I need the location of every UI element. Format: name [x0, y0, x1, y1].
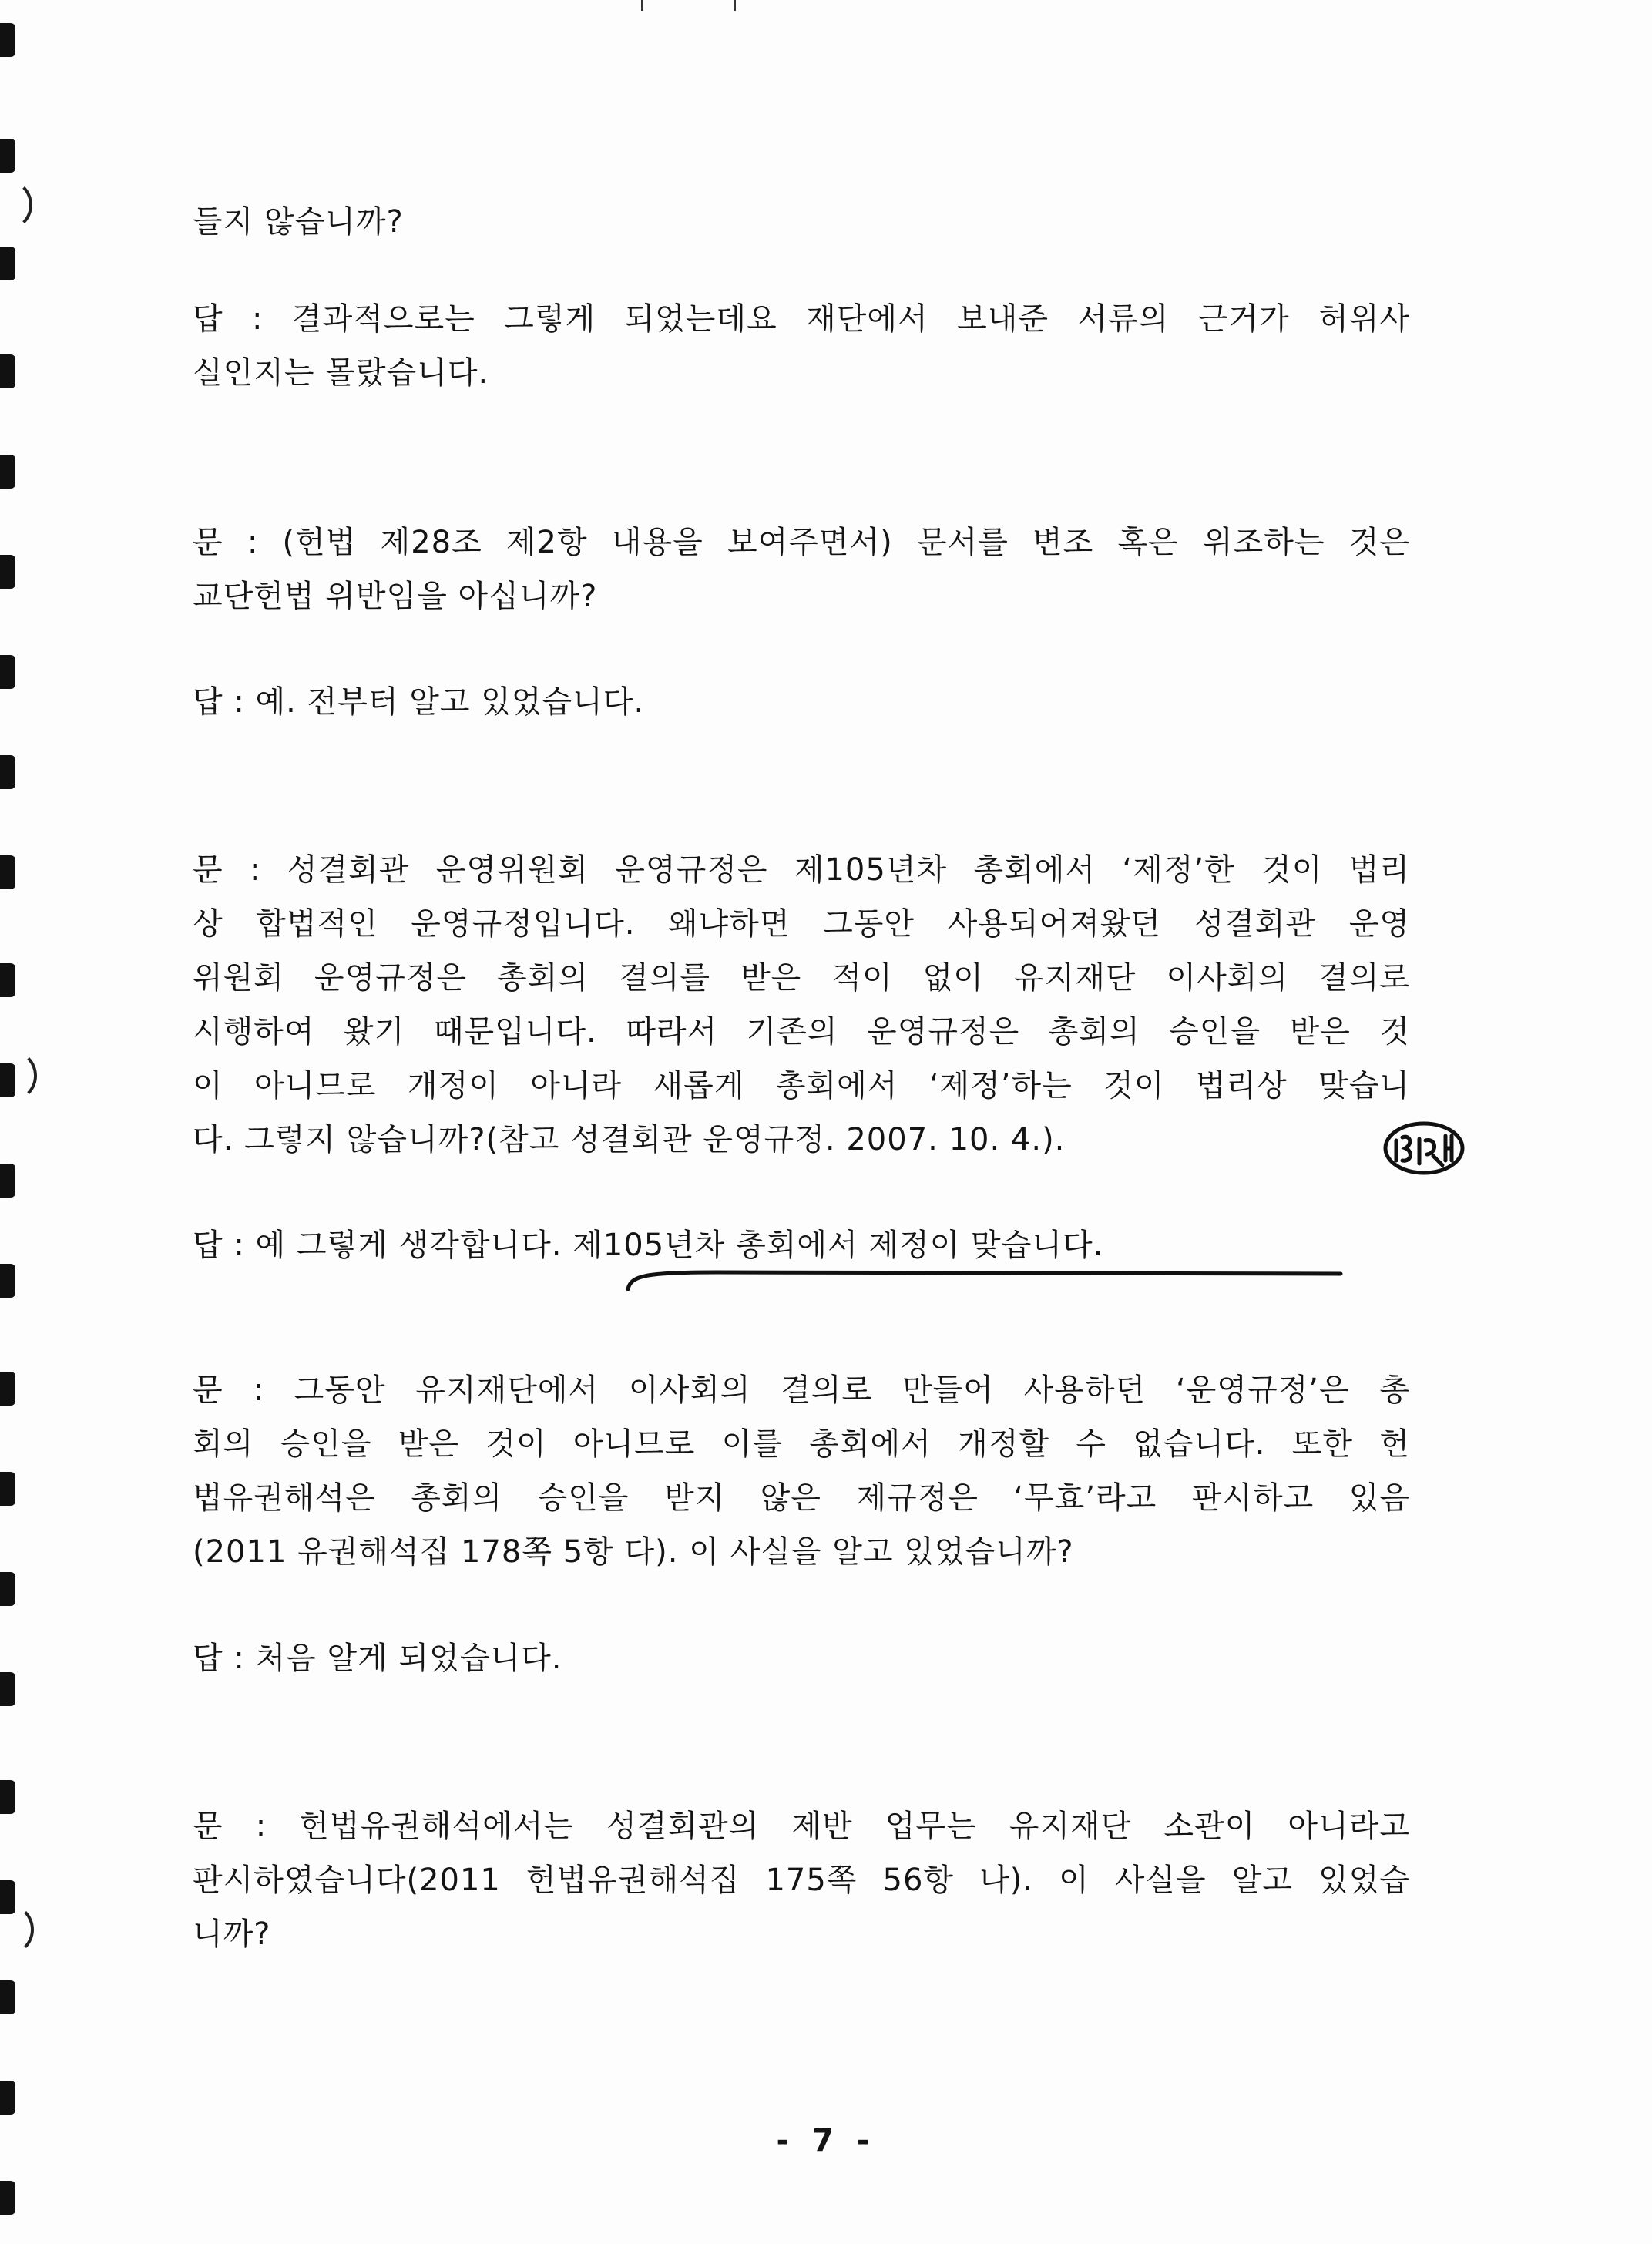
text-line: 이 아니므로 개정이 아니라 새롭게 총회에서 ‘제정’하는 것이 법리상 맞습니	[193, 1068, 1410, 1104]
binding-hole	[0, 1164, 15, 1198]
binding-hole	[0, 2081, 15, 2115]
binding-hole	[0, 1980, 15, 2014]
binding-hole	[0, 2181, 15, 2215]
binding-hole	[0, 655, 15, 689]
text-line: 문 : (헌법 제28조 제2항 내용을 보여주면서) 문서를 변조 혹은 위조하는 것은	[193, 525, 1410, 560]
text-line: 문 : 헌법유권해석에서는 성결회관의 제반 업무는 유지재단 소관이 아니라고	[193, 1809, 1410, 1844]
text-line: 답 : 결과적으로는 그렇게 되었는데요 재단에서 보내준 서류의 근거가 허위사	[193, 301, 1410, 337]
text-line: 들지 않습니까?	[193, 204, 404, 240]
binding-ring-arc	[6, 179, 32, 231]
binding-hole	[0, 1780, 15, 1814]
text-line: 문 : 그동안 유지재단에서 이사회의 결의로 만들어 사용하던 ‘운영규정’은 총	[193, 1372, 1410, 1408]
text-line: 다. 그렇지 않습니까?(참고 성결회관 운영규정. 2007. 10. 4.).	[193, 1122, 1066, 1157]
text-line: 시행하여 왔기 때문입니다. 따라서 기존의 운영규정은 총회의 승인을 받은 것	[193, 1014, 1410, 1050]
text-line: 위원회 운영규정은 총회의 결의를 받은 적이 없이 유지재단 이사회의 결의로	[193, 960, 1410, 996]
binding-hole	[0, 354, 15, 388]
binding-hole	[0, 755, 15, 789]
binding-hole	[0, 247, 15, 280]
binding-hole	[0, 1472, 15, 1506]
binding-hole	[0, 555, 15, 589]
page-number: - 7 -	[776, 2123, 876, 2158]
binding-hole	[0, 963, 15, 997]
scan-mark	[641, 0, 643, 11]
binding-hole	[0, 1672, 15, 1706]
signature-seal-icon	[1379, 1117, 1469, 1177]
binding-ring-arc	[8, 1903, 34, 1956]
binding-ring-arc	[11, 1050, 37, 1102]
binding-hole	[0, 455, 15, 489]
binding-hole	[0, 139, 15, 173]
binding-hole	[0, 1572, 15, 1606]
text-line: 회의 승인을 받은 것이 아니므로 이를 총회에서 개정할 수 없습니다. 또한 헌	[193, 1426, 1410, 1462]
binding-hole	[0, 855, 15, 889]
text-line: 문 : 성결회관 운영위원회 운영규정은 제105년차 총회에서 ‘제정’한 것이 법리	[193, 852, 1410, 888]
text-line: 답 : 처음 알게 되었습니다.	[193, 1641, 562, 1676]
binding-hole-strip	[0, 0, 46, 2244]
text-line: 실인지는 몰랐습니다.	[193, 355, 489, 391]
binding-hole	[0, 1372, 15, 1406]
text-line: 답 : 예 그렇게 생각합니다. 제105년차 총회에서 제정이 맞습니다.	[193, 1228, 1104, 1263]
text-line: 교단헌법 위반임을 아십니까?	[193, 579, 598, 614]
binding-hole	[0, 1264, 15, 1298]
text-line: 답 : 예. 전부터 알고 있었습니다.	[193, 684, 645, 720]
text-line: 법유권해석은 총회의 승인을 받지 않은 제규정은 ‘무효’라고 판시하고 있음	[193, 1480, 1410, 1516]
handwritten-underline	[624, 1268, 1345, 1291]
text-line: 상 합법적인 운영규정입니다. 왜냐하면 그동안 사용되어져왔던 성결회관 운영	[193, 906, 1410, 942]
binding-hole	[0, 23, 15, 57]
scan-mark	[734, 0, 736, 11]
text-line: 판시하였습니다(2011 헌법유권해석집 175쪽 56항 나). 이 사실을 알고 있었습	[193, 1863, 1410, 1898]
text-line: (2011 유권해석집 178쪽 5항 다). 이 사실을 알고 있었습니까?	[193, 1534, 1074, 1570]
text-line: 니까?	[193, 1916, 271, 1952]
